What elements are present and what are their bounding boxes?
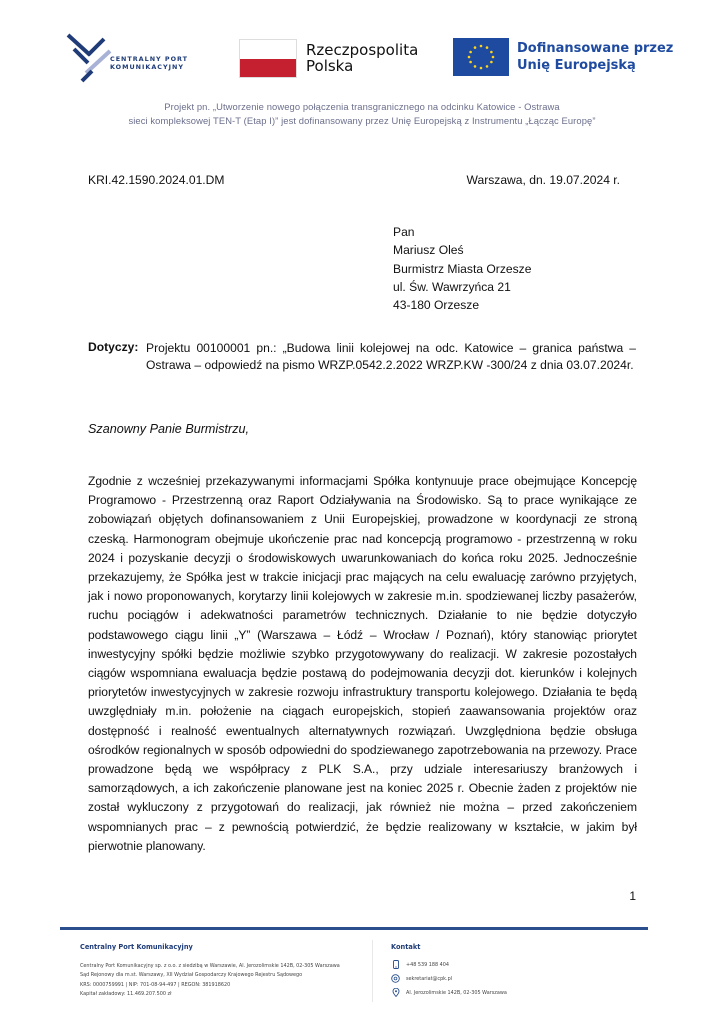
poland-logo-text	[306, 42, 418, 74]
project-note-line2: sieci kompleksowej TEN-T (Etap I)” jest dofinansowany przez Unię Europejską z Instrumentu „Łącząc Europę”	[128, 115, 596, 126]
eu-flag-icon	[453, 38, 509, 76]
addressee-line: Burmistrz Miasta Orzesze	[393, 261, 532, 276]
contact-email-link[interactable]: sekretariat@cpk.pl	[406, 975, 453, 982]
greeting: Szanowny Panie Burmistrzu,	[88, 422, 249, 436]
company-detail-line: Kapitał zakładowy: 11.469.207.500 zł	[80, 991, 172, 998]
company-detail-line: Centralny Port Komunikacyjny sp. z o.o. z siedzibą w Warszawie, Al. Jerozolimskie 142B, 02-305 Warszawa	[80, 963, 340, 969]
addressee-line: Mariusz Oleś	[393, 243, 464, 258]
project-funding-note	[100, 100, 624, 128]
place-date: Warszawa, dn. 19.07.2024 r.	[466, 173, 620, 187]
footer-contact-title: Kontakt	[391, 943, 421, 951]
footer-company-title: Centralny Port Komunikacyjny	[80, 943, 193, 951]
company-detail-line: KRS: 0000759991 | NIP: 701-08-94-497 | REGON: 381918620	[80, 981, 231, 988]
contact-email[interactable]	[391, 974, 452, 983]
phone-icon	[391, 960, 400, 969]
cpk-logo	[64, 33, 214, 83]
addressee-line: Pan	[393, 225, 415, 239]
location-pin-icon	[391, 988, 400, 997]
footer-divider-rule	[60, 927, 648, 930]
contact-phone	[391, 960, 449, 969]
contact-address-text: Al. Jerozolimskie 142B, 02-305 Warszawa	[406, 989, 507, 996]
subject-label: Dotyczy:	[88, 340, 139, 354]
email-icon	[391, 974, 400, 983]
project-note-line1: Projekt pn. „Utworzenie nowego połączenia transgranicznego na odcinku Katowice - Ostrawa	[164, 101, 560, 112]
contact-address	[391, 988, 507, 997]
addressee-line: 43-180 Orzesze	[393, 298, 480, 313]
cpk-logo-line1: CENTRALNY PORT	[110, 55, 189, 63]
poland-line1: Rzeczpospolita	[306, 41, 419, 59]
poland-line2: Polska	[306, 57, 354, 75]
eu-funding-text	[517, 40, 673, 74]
addressee-line: ul. Św. Wawrzyńca 21	[393, 279, 511, 294]
footer-column-divider	[372, 940, 373, 1002]
page-number: 1	[629, 889, 636, 903]
eu-line2: Unię Europejską	[517, 58, 636, 73]
cpk-logo-line2: KOMUNIKACYJNY	[110, 63, 184, 71]
reference-number: KRI.42.1590.2024.01.DM	[88, 173, 225, 187]
company-detail-line: Sąd Rejonowy dla m.st. Warszawy, XII Wydział Gospodarczy Krajowego Rejestru Sądowego	[80, 972, 303, 979]
subject-text: Projektu 00100001 pn.: „Budowa linii kolejowej na odc. Katowice – granica państwa – Ostrawa – odpowiedź na pismo WRZP.0542.2.2022 WRZP.KW -300/24 z dnia 03.07.2024r.	[146, 341, 636, 372]
contact-phone-text: +48 539 188 404	[406, 961, 449, 968]
eu-line1: Dofinansowane przez	[517, 41, 674, 56]
poland-flag-icon	[239, 39, 297, 78]
addressee-block	[393, 223, 531, 314]
letter-body: Zgodnie z wcześniej przekazywanymi informacjami Spółka kontynuuje prace obejmujące Koncepcję Programowo - Przestrzenną oraz Raport Odziaływania na Środowisko. Są to prace wynikające ze zobowiązań objętych dofinansowaniem z Unii Europejskiej, prowadzone w koordynacji ze stroną czeską. Harmonogram obejmuje ukończenie prac nad koncepcją programowo - przestrzenną w roku 2024 i pozyskanie decyzji o środowiskowych uwarunkowaniach do końca roku 2025. Jednocześnie przekazujemy, że Spółka jest w trakcie inicjacji prac mających na celu ewaluację zarówno przyjętych, jak i nowo proponowanych, korytarzy linii kolejowych w zakresie m.in. spodziewanej liczby pasażerów, ruchu pociągów i adekwatności parametrów technicznych. Działanie to nie będzie dotyczyło podstawowego ciągu linii „Y” (Warszawa – Łódź – Wrocław / Poznań), który stanowiąc priorytet inwestycyjny spółki będzie możliwie szybko przygotowywany do realizacji. W zakresie pozostałych ciągów wspomniana ewaluacja będzie postawą do podejmowania decyzji dot. kierunków i kolejnych priorytetów inwestycyjnych w zakresie rozwoju infrastruktury transportu kolejowego. Działania te będą uwzględniały m.in. położenie na ciągach europejskich, stopień zaawansowania projektów oraz dostępność i realność ewentualnych alternatywnych rozwiązań. Uwzględniona będzie obsługa ośrodków regionalnych w sposób odpowiedni do spodziewanego zapotrzebowania na przewozy. Prace prowadzone będą we współpracy z PLK S.A., przy udziale interesariuszy branżowych i samorządowych, a ich zakończenie planowane jest na koniec 2025 r. Obecnie żaden z projektów nie został wykluczony z przygotowań do realizacji, jak również nie można – przed zakończeniem wspomnianych prac – z pewnością potwierdzić, że będzie realizowany w kształcie, w jakim był pierwotnie planowany.	[88, 474, 637, 853]
footer-company-details	[80, 962, 340, 1000]
cpk-chevron-icon	[64, 33, 114, 83]
